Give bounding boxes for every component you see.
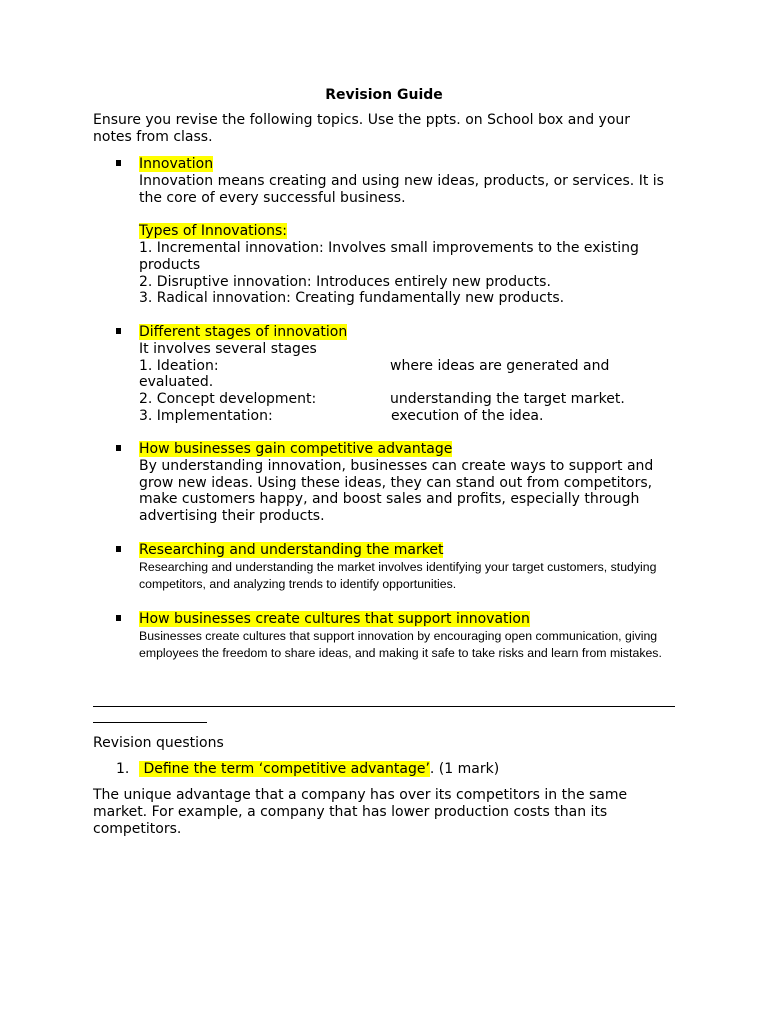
bullet-marker xyxy=(116,328,121,334)
stage-desc: execution of the idea. xyxy=(391,407,544,424)
topic-text: Innovation means creating and using new ideas, products, or services. It is the core of every successful business. xyxy=(139,172,664,206)
stage-desc: understanding the target market. xyxy=(390,391,625,408)
topic-text: Researching and understanding the market involves identifying your target customers, studying competitors, and analyzing trends to identify opportunities. xyxy=(139,559,657,592)
question-text: Define the term ‘competitive advantage’ xyxy=(139,761,430,777)
question-1 xyxy=(116,761,499,778)
revision-questions-heading: Revision questions xyxy=(93,735,224,751)
stage-label: 1. Ideation: xyxy=(139,357,219,374)
topic-heading: How businesses create cultures that support innovation xyxy=(139,611,530,627)
answer-paragraph: The unique advantage that a company has over its competitors in the same market. For example, a company that has lower production costs than its competitors. xyxy=(93,787,628,837)
document-title: Revision Guide xyxy=(325,87,443,103)
bullet-marker xyxy=(116,445,121,451)
topic-text: By understanding innovation, businesses can create ways to support and grow new ideas. Using these ideas, they can stand out from competitors, make customers happy, and boost sales and profits, especially through advertising their products. xyxy=(139,457,654,525)
stage-row xyxy=(139,408,679,425)
stage-desc-cont: evaluated. xyxy=(139,374,214,391)
stage-label: 2. Concept development: xyxy=(139,391,317,408)
intro-paragraph: Ensure you revise the following topics. Use the ppts. on School box and your notes from class. xyxy=(93,112,631,145)
divider-line xyxy=(93,706,675,707)
bullet-marker xyxy=(116,546,121,552)
stage-row xyxy=(139,358,679,375)
topic-heading: How businesses gain competitive advantage xyxy=(139,441,453,457)
question-number: 1. xyxy=(116,761,130,777)
types-subheading: Types of Innovations: xyxy=(139,223,287,240)
topic-heading: Innovation xyxy=(139,156,214,172)
type-item: 1. Incremental innovation: Involves small improvements to the existing products xyxy=(139,239,639,273)
topic-text: Businesses create cultures that support innovation by encouraging open communication, giving employees the freedom to share ideas, and making it safe to take risks and learn from mistakes. xyxy=(139,628,662,661)
stage-label: 3. Implementation: xyxy=(139,407,273,424)
bullet-marker xyxy=(116,160,121,166)
divider-line-continued xyxy=(93,722,207,723)
topic-heading: Different stages of innovation xyxy=(139,324,348,340)
topic-text: It involves several stages xyxy=(139,340,317,357)
topic-heading: Researching and understanding the market xyxy=(139,542,444,558)
stage-row xyxy=(139,391,679,408)
stage-desc: where ideas are generated and xyxy=(390,357,610,374)
type-item: 3. Radical innovation: Creating fundamentally new products. xyxy=(139,290,565,307)
question-marks: . (1 mark) xyxy=(429,761,500,777)
type-item: 2. Disruptive innovation: Introduces entirely new products. xyxy=(139,273,551,290)
bullet-marker xyxy=(116,615,121,621)
